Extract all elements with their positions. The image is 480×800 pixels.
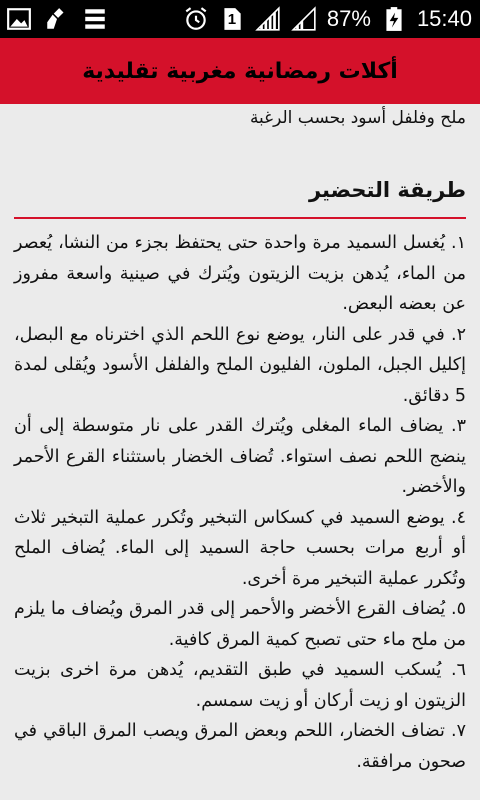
status-bar	[0, 0, 480, 38]
step-item: ١. يُغسل السميد مرة واحدة حتى يحتفظ بجزء من النشا، يُعصر من الماء، يُدهن بزيت الزيتون ويُترك في صينية واسعة مفروز عن بعضه البعض.	[14, 233, 466, 314]
sim-icon	[219, 6, 245, 32]
app-bar	[0, 38, 480, 104]
clock: 15:40	[416, 6, 472, 31]
section-divider	[14, 217, 466, 219]
preparation-steps	[14, 228, 466, 777]
step-item: ٤. يوضع السميد في كسكاس التبخير وتُكرر عملية التبخير ثلاث أو أربع مرات بحسب حاجة السميد إلى الماء. يُضاف الملح وتُكرر عملية التبخير مرة أخرى.	[14, 507, 466, 589]
image-icon	[6, 6, 32, 32]
section-title: طريقة التحضير	[308, 178, 466, 202]
signal-icon	[255, 6, 281, 32]
battery-charging-icon	[381, 6, 407, 32]
status-bar-right	[183, 0, 472, 38]
step-item: ٢. في قدر على النار، يوضع نوع اللحم الذي اخترناه مع البصل، إكليل الجبل، الملون، الفليون الملح والفلفل الأسود ويُقلى لمدة 5 دقائق.	[14, 324, 466, 406]
ingredient-line: ملح وفلفل أسود بحسب الرغبة	[249, 108, 466, 128]
step-item: ٥. يُضاف القرع الأخضر والأحمر إلى قدر المرق ويُضاف ما يلزم من ملح ماء حتى تصبح كمية المرق كافية.	[14, 599, 466, 650]
step-item: ٧. تضاف الخضار، اللحم وبعض المرق ويصب المرق الباقي في صحون مرافقة.	[14, 721, 466, 772]
sim-slot-number: 1	[227, 11, 237, 28]
battery-percent: 87%	[326, 6, 371, 31]
recipe-content[interactable]	[0, 104, 480, 800]
alarm-icon	[183, 6, 209, 32]
signal-icon	[291, 6, 317, 32]
step-item: ٦. يُسكب السميد في طبق التقديم، يُدهن مرة اخرى بزيت الزيتون او زيت أركان أو زيت سمسم.	[14, 660, 466, 711]
status-bar-left	[6, 6, 108, 32]
clean-icon	[44, 6, 70, 32]
storage-icon	[82, 6, 108, 32]
step-item: ٣. يضاف الماء المغلى ويُترك القدر على نار متوسطة إلى أن ينضج اللحم نصف استواء. تُضاف الخضار باستثناء القرع الأحمر والأخضر.	[14, 416, 466, 497]
app-bar-title: أكلات رمضانية مغربية تقليدية	[82, 58, 398, 84]
